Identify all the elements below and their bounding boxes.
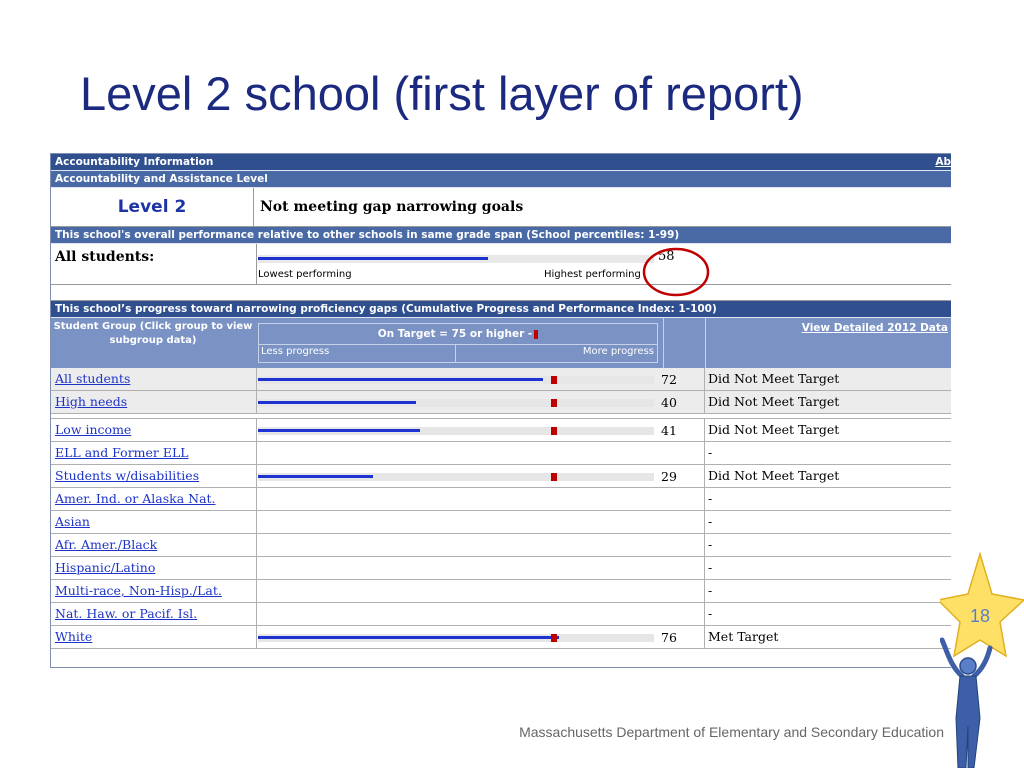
performance-header: This school's overall performance relative to other schools in same grade span (School percentiles: 1-99) <box>51 227 951 244</box>
target-label-text: On Target = 75 or higher - <box>377 328 533 340</box>
lowest-performing-label: Lowest performing <box>258 269 352 280</box>
about-link[interactable]: Ab <box>935 156 951 168</box>
performance-bar-track <box>258 255 654 263</box>
column-divider <box>256 465 257 487</box>
column-divider <box>704 557 705 579</box>
performance-value: 58 <box>658 249 675 264</box>
accountability-header <box>51 154 951 171</box>
table-row <box>51 488 951 511</box>
cppi-value: 41 <box>661 423 677 438</box>
table-row <box>51 534 951 557</box>
target-marker <box>551 376 557 384</box>
progress-bar-fill <box>258 475 373 478</box>
column-divider <box>256 603 257 625</box>
less-progress-label: Less progress <box>261 346 330 357</box>
target-status: - <box>708 606 713 621</box>
progress-bar-track <box>258 427 654 435</box>
column-divider <box>704 603 705 625</box>
view-detailed-data-link[interactable]: View Detailed 2012 Data <box>801 322 948 334</box>
performance-bar-fill <box>258 257 488 260</box>
level-reason: Not meeting gap narrowing goals <box>260 199 524 215</box>
cppi-value: 29 <box>661 469 677 484</box>
table-row <box>51 391 951 414</box>
progress-bar-track <box>258 634 654 642</box>
target-status: Did Not Meet Target <box>708 394 840 409</box>
table-row <box>51 418 951 442</box>
section-spacer <box>51 285 951 301</box>
table-row <box>51 442 951 465</box>
target-status: - <box>708 560 713 575</box>
column-divider <box>256 580 257 602</box>
target-status: - <box>708 445 713 460</box>
student-group-link[interactable]: Nat. Haw. or Pacif. Isl. <box>55 606 198 621</box>
page-number: 18 <box>969 606 991 626</box>
student-group-link[interactable]: Hispanic/Latino <box>55 560 156 575</box>
student-group-link[interactable]: White <box>55 629 93 644</box>
student-group-link[interactable]: High needs <box>55 394 128 409</box>
column-divider <box>256 626 257 648</box>
table-row <box>51 580 951 603</box>
column-divider <box>256 511 257 533</box>
target-marker <box>551 473 557 481</box>
student-group-header: Student Group (Click group to view subgroup data) <box>53 321 253 346</box>
target-status: - <box>708 537 713 552</box>
level-row <box>51 188 951 227</box>
more-progress-label: More progress <box>582 346 654 357</box>
table-row <box>51 603 951 626</box>
table-row <box>51 465 951 488</box>
student-group-link[interactable]: Low income <box>55 422 132 437</box>
student-group-link[interactable]: Asian <box>55 514 90 529</box>
target-status: Met Target <box>708 629 779 644</box>
column-divider <box>704 534 705 556</box>
target-status: Did Not Meet Target <box>708 371 840 386</box>
column-divider <box>704 465 705 487</box>
target-marker <box>551 634 557 642</box>
performance-row <box>51 244 951 285</box>
student-group-link[interactable]: Students w/disabilities <box>55 468 200 483</box>
progress-table-header <box>51 318 951 368</box>
cppi-value: 40 <box>661 395 677 410</box>
target-marker <box>551 427 557 435</box>
accountability-header-text: Accountability Information <box>55 156 214 168</box>
student-group-link[interactable]: ELL and Former ELL <box>55 445 189 460</box>
target-marker-icon <box>534 330 538 339</box>
column-divider <box>704 419 705 441</box>
cppi-value: 72 <box>661 372 677 387</box>
column-divider <box>256 419 257 441</box>
column-divider <box>256 534 257 556</box>
level-header: Accountability and Assistance Level <box>51 171 951 188</box>
target-status: Did Not Meet Target <box>708 422 840 437</box>
progress-bar-fill <box>258 401 416 404</box>
column-divider <box>704 488 705 510</box>
column-divider <box>256 391 257 413</box>
scale-divider <box>455 345 456 362</box>
cppi-value: 76 <box>661 630 677 645</box>
progress-bar-fill <box>258 636 559 639</box>
column-divider <box>704 626 705 648</box>
table-row <box>51 557 951 580</box>
level-value: Level 2 <box>51 188 254 226</box>
progress-bar-fill <box>258 429 420 432</box>
target-scale-header <box>258 323 658 363</box>
student-group-link[interactable]: Afr. Amer./Black <box>55 537 158 552</box>
star-figure-icon <box>940 548 1024 768</box>
student-group-link[interactable]: Amer. Ind. or Alaska Nat. <box>55 491 216 506</box>
student-group-rows <box>51 368 951 649</box>
target-status: - <box>708 583 713 598</box>
column-divider <box>704 580 705 602</box>
column-divider <box>705 318 706 368</box>
target-status: - <box>708 514 713 529</box>
column-divider <box>256 368 257 390</box>
column-divider <box>256 557 257 579</box>
progress-bar-track <box>258 376 654 384</box>
student-group-link[interactable]: All students <box>55 371 131 386</box>
column-divider <box>704 511 705 533</box>
column-divider <box>704 391 705 413</box>
column-divider <box>256 244 257 284</box>
table-row <box>51 511 951 534</box>
progress-bar-track <box>258 399 654 407</box>
column-divider <box>704 442 705 464</box>
footer-text: Massachusetts Department of Elementary and Secondary Education <box>519 724 944 740</box>
column-divider <box>663 318 664 368</box>
target-label <box>259 324 657 345</box>
target-status: Did Not Meet Target <box>708 468 840 483</box>
progress-header: This school’s progress toward narrowing proficiency gaps (Cumulative Progress and Performance Index: 1-100) <box>51 301 951 318</box>
table-row <box>51 626 951 649</box>
slide-title: Level 2 school (first layer of report) <box>80 67 804 120</box>
progress-bar-track <box>258 473 654 481</box>
performance-label: All students: <box>55 249 155 265</box>
column-divider <box>256 488 257 510</box>
highlight-circle <box>642 247 710 297</box>
table-row <box>51 368 951 391</box>
highest-performing-label: Highest performing <box>544 269 641 280</box>
target-marker <box>551 399 557 407</box>
column-divider <box>256 442 257 464</box>
student-group-link[interactable]: Multi-race, Non-Hisp./Lat. <box>55 583 222 598</box>
target-status: - <box>708 491 713 506</box>
column-divider <box>704 368 705 390</box>
accountability-report <box>50 153 951 668</box>
progress-bar-fill <box>258 378 543 381</box>
